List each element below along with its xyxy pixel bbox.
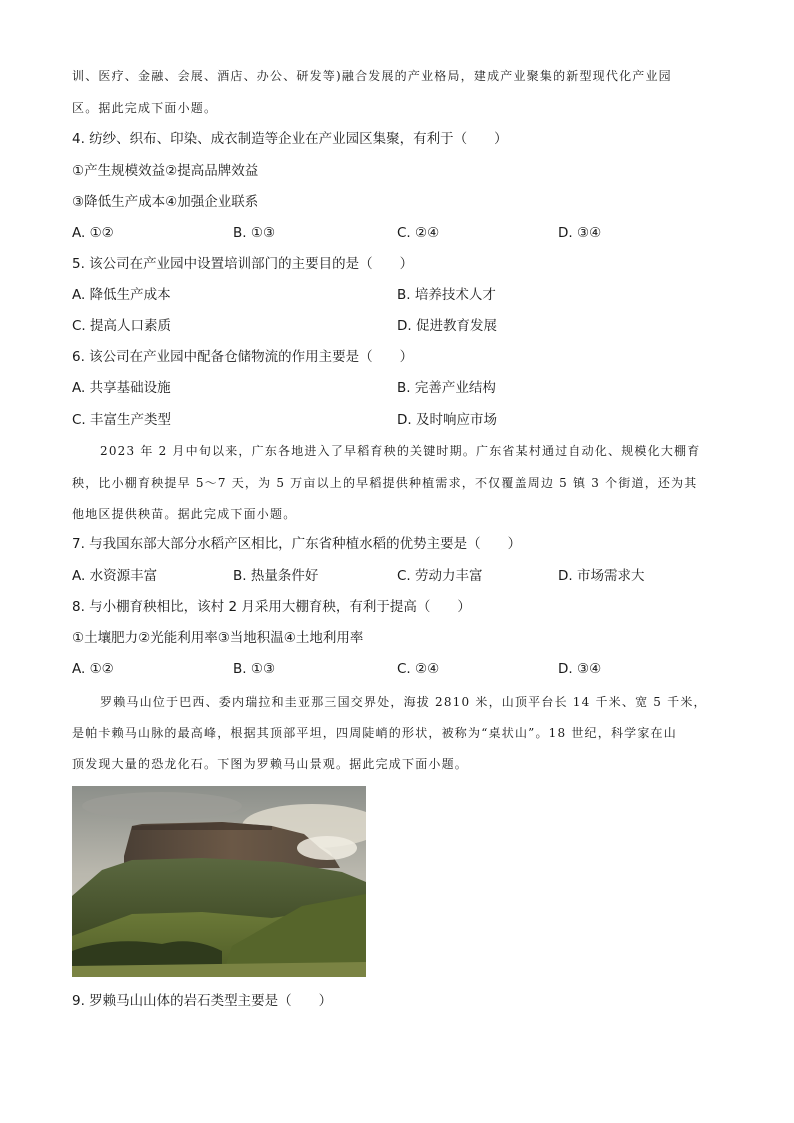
question-8-items: ①土壤肥力②光能利用率③当地积温④土地利用率 (72, 630, 364, 646)
question-6-option-c: C. 丰富生产类型 (72, 412, 172, 428)
question-7-option-a: A. 水资源丰富 (72, 568, 158, 584)
passage-3-line-1: 罗赖马山位于巴西、委内瑞拉和圭亚那三国交界处，海拔 2810 米，山顶平台长 14 千米、宽 5 千米， (100, 695, 707, 709)
passage-2-line-3: 他地区提供秧苗。据此完成下面小题。 (72, 507, 297, 521)
question-4-option-d: D. ③④ (558, 225, 602, 241)
question-8-option-c: C. ②④ (397, 661, 440, 677)
question-8-option-d: D. ③④ (558, 661, 602, 677)
passage-2-line-2: 秧，比小棚育秧提早 5～7 天，为 5 万亩以上的早稻提供种植需求，不仅覆盖周边 5 镇 3 个街道，还为其 (72, 476, 698, 490)
question-7-option-c: C. 劳动力丰富 (397, 568, 483, 584)
question-5-option-d: D. 促进教育发展 (397, 318, 497, 334)
question-9-stem: 9. 罗赖马山山体的岩石类型主要是（ ） (72, 993, 333, 1009)
question-5-stem: 5. 该公司在产业园中设置培训部门的主要目的是（ ） (72, 256, 414, 272)
question-6-option-d: D. 及时响应市场 (397, 412, 497, 428)
question-4-stem: 4. 纺纱、织布、印染、成衣制造等企业在产业园区集聚，有利于（ ） (72, 131, 508, 147)
question-5-option-b: B. 培养技术人才 (397, 287, 496, 303)
passage-3-line-2: 是帕卡赖马山脉的最高峰，根据其顶部平坦，四周陡峭的形状，被称为“桌状山”。18 世纪，科学家在山 (72, 726, 677, 740)
question-5-option-c: C. 提高人口素质 (72, 318, 172, 334)
question-6-option-a: A. 共享基础设施 (72, 380, 171, 396)
question-4-option-c: C. ②④ (397, 225, 440, 241)
question-4-option-a: A. ①② (72, 225, 114, 241)
passage-2-line-1: 2023 年 2 月中旬以来，广东各地进入了早稻育秧的关键时期。广东省某村通过自动化、规模化大棚育 (100, 444, 701, 458)
question-7-stem: 7. 与我国东部大部分水稻产区相比，广东省种植水稻的优势主要是（ ） (72, 536, 522, 552)
question-4-option-b: B. ①③ (233, 225, 276, 241)
question-7-option-d: D. 市场需求大 (558, 568, 645, 584)
question-5-option-a: A. 降低生产成本 (72, 287, 171, 303)
passage-1-line-2: 区。据此完成下面小题。 (72, 101, 218, 115)
question-4-items-2: ③降低生产成本④加强企业联系 (72, 194, 259, 210)
question-8-stem: 8. 与小棚育秧相比，该村 2 月采用大棚育秧，有利于提高（ ） (72, 599, 471, 615)
question-6-option-b: B. 完善产业结构 (397, 380, 496, 396)
question-4-items-1: ①产生规模效益②提高品牌效益 (72, 163, 259, 179)
question-8-option-a: A. ①② (72, 661, 114, 677)
question-7-option-b: B. 热量条件好 (233, 568, 319, 584)
question-6-stem: 6. 该公司在产业园中配备仓储物流的作用主要是（ ） (72, 349, 414, 365)
mount-roraima-photo (72, 786, 366, 977)
question-8-option-b: B. ①③ (233, 661, 276, 677)
passage-1-line-1: 训、医疗、金融、会展、酒店、办公、研发等)融合发展的产业格局，建成产业聚集的新型现代化产业园 (72, 69, 672, 83)
passage-3-line-3: 顶发现大量的恐龙化石。下图为罗赖马山景观。据此完成下面小题。 (72, 757, 469, 771)
